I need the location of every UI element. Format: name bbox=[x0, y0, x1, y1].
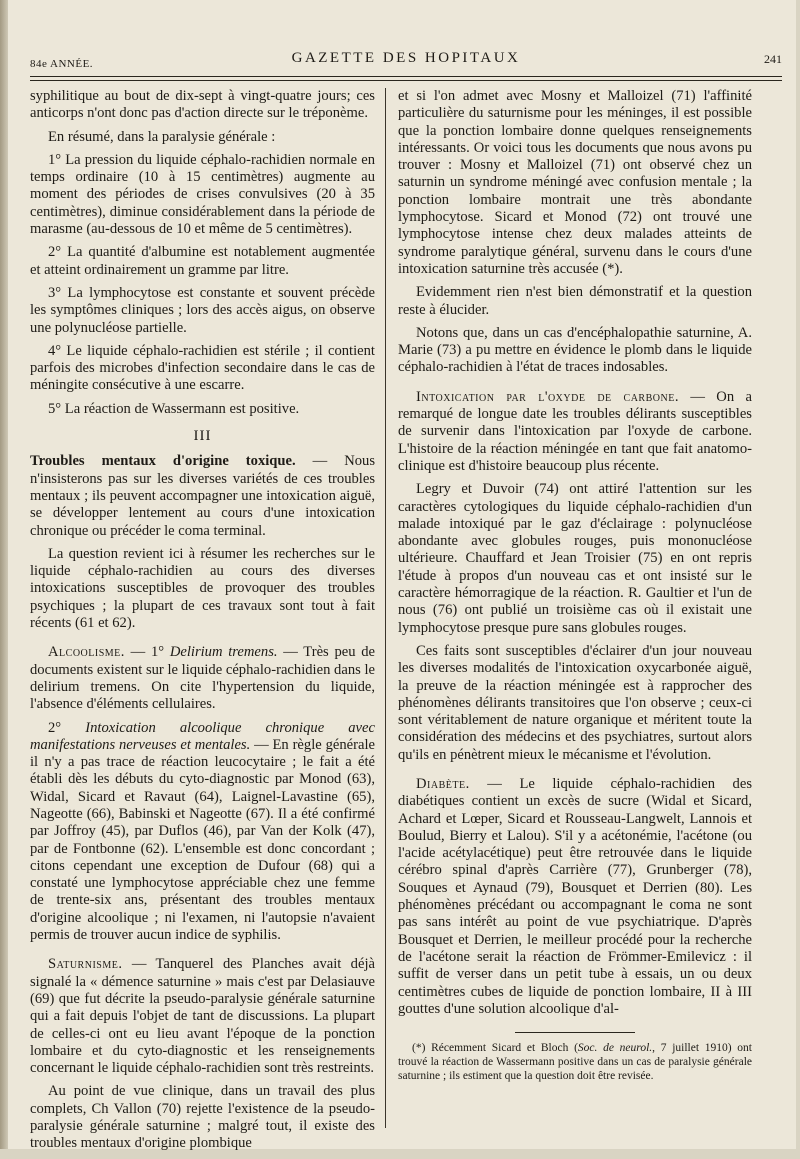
diabete-text: — Le liquide céphalo-rachidien des diabétiques contient un excès de sucre (Widal et Sicard, Achard et Lœper, Sicard et Rousseau-Langwelt, Lannois et Boulud, Bierry et Lalou). S'il y a acétonémie, l'acétone (ou l'acide acétylacétique) peut être retrouvée dans le liquide cérébro spinal d'après Carrière (77), Grunberger (78), Souques et Aynaud (79), Bousquet et Derrien (80). Les phénomènes précédant ou accompagnant le coma ne sont pas sans intérêt au point de vue psychiatrique. D'après Bousquet et Derrien, le meilleur procédé pour la recherche de l'acétone serait la réaction de Frömmer-Emilevicz : il suffit de verser dans un petit tube à essais, un ou deux centimètres cubes de liquide de ponction lombaire, II à III gouttes d'une solution alcoolique d'al- bbox=[398, 775, 752, 1017]
volume-label: 84e ANNÉE. bbox=[30, 58, 94, 70]
paragraph: 2° La quantité d'albumine est notablement augmentée et atteint ordinairement un gramme par litre. bbox=[30, 244, 375, 278]
page-binding-edge bbox=[0, 0, 8, 1149]
header-rule-thin bbox=[30, 80, 782, 81]
paragraph: Au point de vue clinique, dans un travail des plus complets, Ch Vallon (70) rejette l'existence de la pseudo-paralysie générale saturnine ; malgré tout, il existe des troubles mentaux d'origine plombique bbox=[30, 1083, 375, 1152]
paragraph: syphilitique au bout de dix-sept à vingt-quatre jours; ces anticorps n'ont donc pas d'action directe sur le tréponème. bbox=[30, 88, 375, 122]
paragraph: La question revient ici à résumer les recherches sur le liquide céphalo-rachidien au cours des diverses intoxications susceptibles de provoquer des troubles psychiques ; la plupart de ces travaux sont tout à fait récents (61 et 62). bbox=[30, 545, 375, 632]
diabete-heading: Diabète. bbox=[416, 775, 470, 792]
section-text: — Nous n'insisterons pas sur les diverses variétés de ces troubles mentaux ; ils peuvent accompagner une intoxication aiguë, se développer lentement au cours d'une intoxication chronique ou précéder le coma terminal. bbox=[30, 453, 376, 539]
delirium-tremens-title: Delirium tremens. bbox=[169, 644, 278, 661]
saturnisme-text: — Tanquerel des Planches avait déjà signalé la « démence saturnine » mais c'est par Delasiauve (69) que fut décrite la pseudo-paralysie générale saturnine qui a fait depuis l'objet de tant de discussions. La plupart de celles-ci ont eu lieu avant l'époque de la ponction lombaire et du cyto-diagnostic et les renseignements concernant le liquide céphalo-rachidien sont très restreints. bbox=[30, 956, 375, 1077]
saturnisme-heading: Saturnisme. bbox=[48, 956, 123, 973]
paragraph: Ces faits sont susceptibles d'éclairer d'un jour nouveau les diverses modalités de l'intoxication oxycarbonée aiguë, la preuve de la réaction méningée est à rapprocher des phénomènes délirants transitoires que l'on observe ; ceux-ci sont véritablement de nature organique et méritent toute la considération des médecins et des psychiatres, surtout alors qu'ils en pénètrent mieux le mécanisme et l'évolution. bbox=[398, 642, 752, 763]
column-divider bbox=[385, 88, 386, 1128]
section-title: Troubles mentaux d'origine toxique. bbox=[30, 453, 296, 470]
alcool-chronique-title: Intoxication alcoolique chronique avec manifestations nerveuses et mentales. bbox=[30, 719, 375, 753]
oxyde-carbone-heading: Intoxication par l'oxyde de carbone. bbox=[416, 388, 679, 405]
diabete-paragraph bbox=[398, 776, 752, 1018]
section-paragraph bbox=[30, 453, 375, 539]
paragraph: Legry et Duvoir (74) ont attiré l'attention sur les caractères cytologiques du liquide céphalo-rachidien d'un malade intoxiqué par le gaz d'éclairage : polynucléose abondante avec globules rouges, puis mononucléose ultérieure. Chauffard et Jean Troisier (75) en ont repris l'étude à propos d'un nouveau cas et ont insisté sur le caractère hémorragique de la réaction. R. Gaultier et l'un de nous (76) ont publié un troisième cas où il existait une lymphocytose presque pure sans globules rouges. bbox=[398, 481, 752, 636]
footnote-journal: Soc. de neurol. bbox=[577, 1042, 653, 1055]
journal-title: GAZETTE DES HOPITAUX bbox=[291, 50, 521, 66]
paragraph: Evidemment rien n'est bien démonstratif et la question reste à élucider. bbox=[398, 284, 752, 318]
section-numeral: III bbox=[193, 428, 212, 445]
oxyde-carbone-paragraph bbox=[398, 389, 752, 475]
alcool-chronique-text: — En règle générale il n'y a pas trace de réaction leucocytaire ; le fait a été établi dès les débuts du cyto-diagnostic par Monod (63), Widal, Sicard et Ravaut (64), Laignel-Lavastine (65), Nageotte (66), Babinski et Nageotte (67). Il a été confirmé par Joffroy (45), par Duflos (46), par Van der Kolk (47), par de Fontbonne (62). L'ensemble est donc concordant ; citons cependant une exception de Dufour (68) qui a constaté une lymphocytose appréciable chez une femme de trente-six ans, présentant des troubles mentaux d'origine alcoolique ; ni l'examen, ni l'autopsie n'avaient permis de trouver aucun indice de syphilis. bbox=[30, 736, 375, 944]
page-number: 241 bbox=[764, 52, 782, 66]
oxyde-carbone-text: — On a remarqué de longue date les troubles délirants susceptibles de survenir dans l'intoxication par l'oxyde de carbone. L'histoire de la réaction méningée en tant que fait anatomo-clinique est d'histoire beaucoup plus récente. bbox=[398, 388, 752, 474]
footnote-text: , 7 juillet 1910) ont trouvé la réaction de Wassermann positive dans un cas de paralysie générale saturnine ; ils estiment que la question doit être revisée. bbox=[398, 1042, 753, 1083]
alcool-chronique-num: 2° bbox=[48, 719, 86, 736]
left-column bbox=[30, 88, 375, 1159]
alcool-chronique-paragraph bbox=[30, 720, 375, 945]
header-rule-thick bbox=[30, 76, 782, 77]
alcoolisme-paragraph bbox=[30, 644, 375, 713]
right-column bbox=[398, 88, 752, 1089]
paragraph: Notons que, dans un cas d'encéphalopathie saturnine, A. Marie (73) a pu mettre en évidence le plomb dans le liquide céphalo-rachidien à l'état de traces indosables. bbox=[398, 324, 752, 376]
paragraph: 5° La réaction de Wassermann est positive. bbox=[48, 400, 300, 417]
paragraph: 4° Le liquide céphalo-rachidien est stérile ; il contient parfois des microbes d'infection secondaire dans le cas de méningite consécutive à une escarre. bbox=[30, 342, 375, 394]
footnote-rule bbox=[515, 1032, 635, 1033]
alcoolisme-text: — Très peu de documents existent sur le liquide céphalo-rachidien dans le delirium tremens. On cite l'hypertension du liquide, l'absence d'éléments cellulaires. bbox=[30, 644, 376, 713]
alcoolisme-heading: Alcoolisme. bbox=[48, 644, 125, 661]
paragraph: En résumé, dans la paralysie générale : bbox=[48, 128, 276, 145]
saturnisme-paragraph bbox=[30, 956, 375, 1077]
alcoolisme-num: — 1° bbox=[124, 644, 170, 661]
footnote bbox=[398, 1041, 752, 1083]
paragraph: 1° La pression du liquide céphalo-rachidien normale en temps ordinaire (10 à 15 centimètres) augmente au moment des périodes de crises convulsives (20 à 35 centimètres), diminue considérablement dans la période de marasme (au-dessous de 10 et même de 5 centimètres). bbox=[30, 151, 375, 238]
paragraph: 3° La lymphocytose est constante et souvent précède les symptômes cliniques ; lors des accès aigus, on observe une polynucléose partielle. bbox=[30, 284, 375, 336]
newspaper-page bbox=[8, 0, 796, 1152]
page-header bbox=[30, 48, 782, 76]
footnote-lead: (*) Récemment Sicard et Bloch ( bbox=[412, 1042, 578, 1055]
paragraph: et si l'on admet avec Mosny et Malloizel (71) l'affinité particulière du saturnisme pour les méninges, il est possible que la ponction lombaire donne quelques renseignements intéressants. Or voici tous les documents que nous avons pu trouver : Mosny et Malloizel (71) ont observé chez un saturnin un syndrome méningé avec confusion mentale ; la ponction lombaire montrait une très abondante lymphocytose. Sicard et Monod (72) ont trouvé une lymphocytose intense chez deux malades atteints de syndrome paralytique général, survenu dans le cours d'une intoxication saturnine très accusée (*). bbox=[398, 88, 752, 277]
